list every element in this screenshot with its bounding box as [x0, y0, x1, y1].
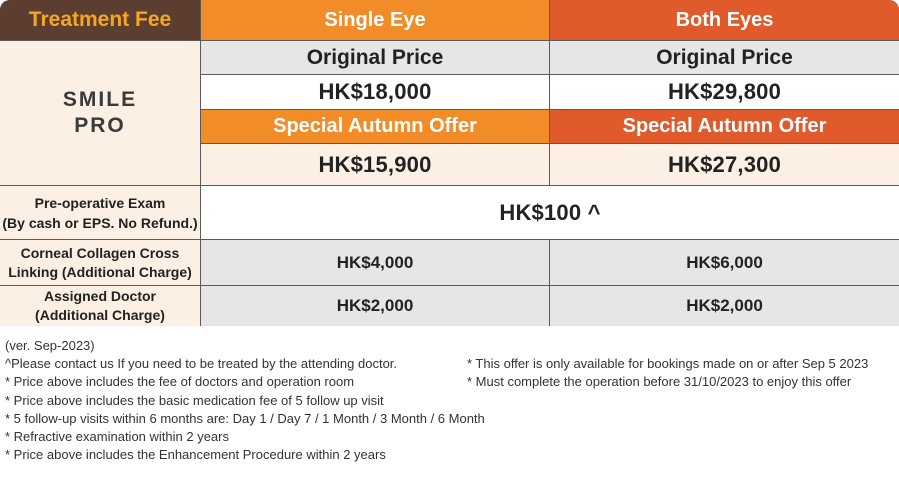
preop-exam-price [201, 186, 899, 239]
ccl-single-value: HK$4,000 [336, 252, 414, 272]
both-eyes-header [550, 0, 899, 40]
both-offer-price-value: HK$27,300 [667, 151, 782, 177]
preop-price-value: HK$100 ^ [499, 199, 601, 225]
note-version: (ver. Sep-2023) [5, 338, 95, 353]
notes-left [5, 337, 485, 464]
single-offer-price-value: HK$15,900 [318, 151, 432, 177]
both-special-offer-label [550, 110, 899, 143]
offer-note: * Must complete the operation before 31/10/2023 to enjoy this offer [467, 374, 852, 390]
note-item: * Price above includes the basic medication fee of 5 follow up visit [5, 392, 384, 408]
ccl-label-line1: Corneal Collagen Cross [20, 244, 180, 261]
single-original-price [201, 75, 549, 109]
both-offer-label-text: Special Autumn Offer [622, 115, 827, 137]
note-item: * Price above includes the fee of doctors and operation room [5, 374, 355, 390]
single-original-label-text: Original Price [306, 45, 444, 69]
single-offer-price [201, 144, 549, 185]
single-original-price-value: HK$18,000 [318, 79, 432, 104]
doctor-label [0, 286, 200, 326]
both-offer-price [550, 144, 899, 185]
note-item: * Price above includes the Enhancement Procedure within 2 years [5, 447, 386, 463]
ccl-both-value: HK$6,000 [686, 252, 763, 272]
ccl-label [0, 240, 200, 285]
note-item: * Refractive examination within 2 years [5, 429, 229, 445]
both-original-price [550, 75, 899, 109]
both-eyes-label: Both Eyes [675, 8, 774, 31]
doctor-both-value: HK$2,000 [686, 296, 763, 315]
both-original-price-label [550, 41, 899, 74]
doctor-single-value: HK$2,000 [336, 296, 414, 315]
offer-note: * This offer is only available for bookings made on or after Sep 5 2023 [467, 356, 869, 371]
single-eye-label: Single Eye [324, 8, 426, 31]
procedure-name-line2: PRO [74, 114, 126, 137]
treatment-fee-label: Treatment Fee [28, 8, 172, 31]
ccl-single-price [201, 240, 549, 285]
ccl-label-line2: Linking (Additional Charge) [8, 263, 192, 280]
single-special-offer-label [201, 110, 549, 143]
note-item: * 5 follow-up visits within 6 months are: Day 1 / Day 7 / 1 Month / 3 Month / 6 Month [5, 410, 485, 426]
preop-label-line2: (By cash or EPS. No Refund.) [2, 214, 198, 231]
treatment-fee-header [0, 0, 200, 40]
both-original-price-value: HK$29,800 [667, 79, 782, 104]
doctor-both-price [550, 286, 899, 326]
doctor-single-price [201, 286, 549, 326]
ccl-both-price [550, 240, 899, 285]
note-item: ^Please contact us If you need to be treated by the attending doctor. [5, 356, 398, 372]
single-offer-label-text: Special Autumn Offer [273, 115, 477, 137]
single-original-price-label [201, 41, 549, 74]
notes-right [467, 355, 897, 391]
doctor-label-line2: (Additional Charge) [35, 307, 165, 323]
preop-exam-label [0, 186, 200, 239]
procedure-name [0, 41, 200, 185]
single-eye-header [201, 0, 549, 40]
preop-label-line1: Pre-operative Exam [34, 194, 166, 211]
procedure-name-line1: SMILE [62, 88, 138, 111]
both-original-label-text: Original Price [656, 45, 793, 69]
doctor-label-line1: Assigned Doctor [43, 288, 156, 304]
